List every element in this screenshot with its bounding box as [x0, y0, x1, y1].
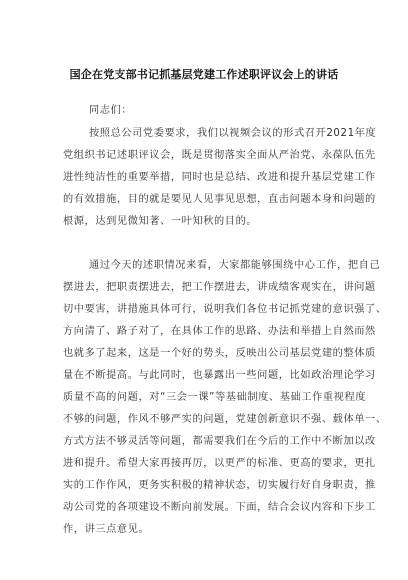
paragraph-line: 不够的问题，作风不够严实的问题，党建创新意识不强、载体单一、	[63, 414, 387, 425]
paragraph-line: 动公司党的各项建设不断向前发展。下面，结合会议内容和下步工	[63, 502, 376, 513]
paragraph-line: 方向清了、路子对了，在具体工作的思路、办法和举措上自然而然	[63, 326, 376, 337]
paragraph-line: 切中要害，讲措施具体可行，说明我们各位书记抓党建的意识强了、	[63, 304, 387, 315]
paragraph-line: 进性纯洁性的重要举措，同时也是总结、改进和提升基层党建工作	[63, 172, 376, 183]
paragraph-line: 通过今天的述职情况来看，大家都能够围绕中心工作，把自己	[89, 260, 381, 271]
paragraph-line: 量在不断提高。与此同时，也暴露出一些问题，比如政治理论学习	[63, 370, 376, 381]
paragraph-line: 按照总公司党委要求，我们以视频会议的形式召开2021年度	[89, 128, 377, 139]
paragraph-line: 作，讲三点意见。	[63, 524, 150, 535]
paragraph-line: 也就多了起来，这是一个好的势头，反映出公司基层党建的整体质	[63, 348, 376, 359]
document-title: 国企在党支部书记抓基层党建工作述职评议会上的讲话	[69, 68, 339, 81]
paragraph-line: 方式方法不够灵活等问题，都需要我们在今后的工作中不断加以改	[63, 436, 376, 447]
paragraph-line: 实的工作作风，更务实积极的精神状态，切实履行好自身职责，推	[63, 480, 376, 491]
paragraph-line: 根源，达到见微知著、一叶知秋的目的。	[63, 216, 258, 227]
paragraph-line: 质量不高的问题，对“三会一课”等基础制度、基础工作重视程度	[63, 392, 367, 403]
paragraph-line: 的有效措施，目的就是要见人见事见思想，直击问题本身和问题的	[63, 194, 376, 205]
paragraph-line: 进和提升。希望大家再接再厉，以更严的标准、更高的要求，更扎	[63, 458, 376, 469]
salutation-line: 同志们：	[89, 105, 133, 116]
paragraph-line: 党组织书记述职评议会，既是贯彻落实全面从严治党、永葆队伍先	[63, 150, 376, 161]
paragraph-line: 摆进去，把职责摆进去，把工作摆进去，讲成绩客观实在，讲问题	[63, 282, 376, 293]
